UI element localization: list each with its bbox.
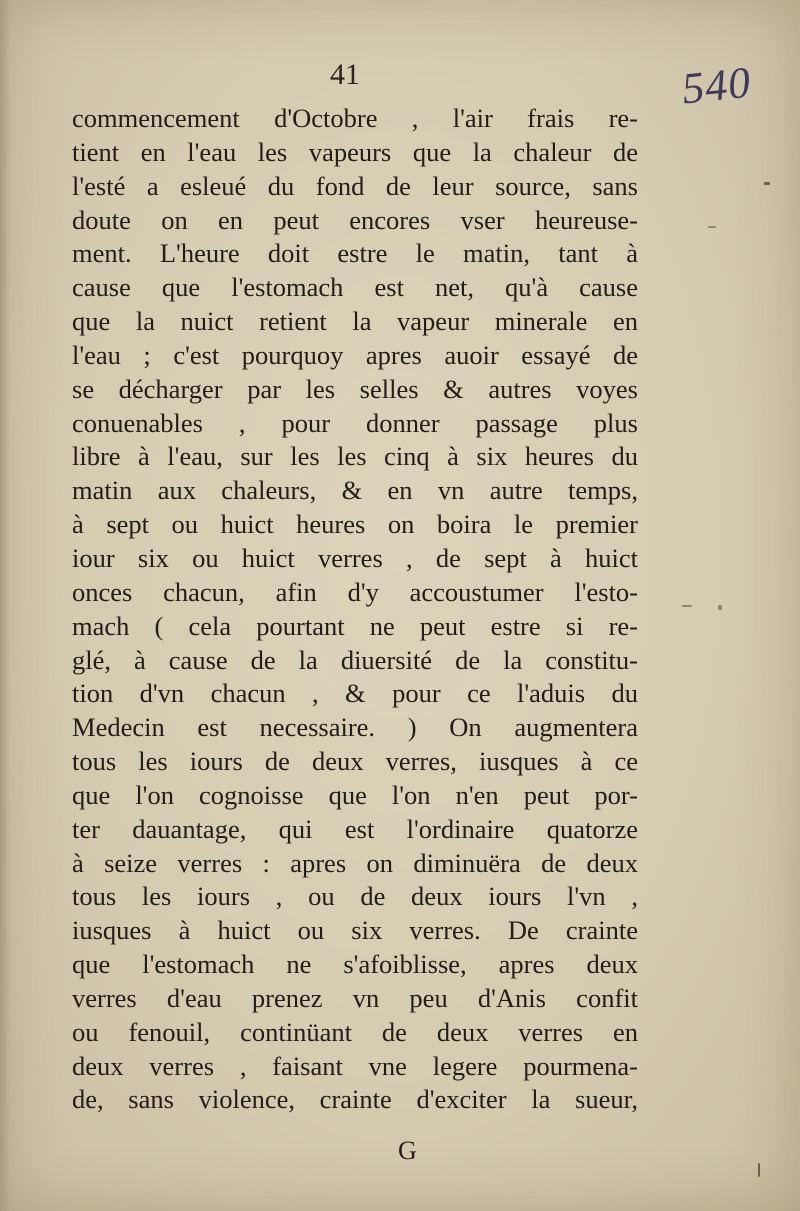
- text-line: se décharger par les selles & autres voyes: [72, 373, 638, 404]
- text-line: à seize verres : apres on diminuëra de deux: [72, 847, 638, 878]
- text-line: tous les iours de deux verres, iusques à ce: [72, 746, 638, 777]
- text-line: que la nuict retient la vapeur minerale en: [72, 306, 638, 337]
- text-line: onces chacun, afin d'y accoustumer l'esto-: [72, 576, 638, 607]
- page-number: 41: [330, 58, 360, 91]
- text-line: conuenables , pour donner passage plus: [72, 407, 638, 438]
- margin-speck: [758, 1163, 760, 1177]
- page-gutter-shadow: [0, 0, 10, 1211]
- text-line: tion d'vn chacun , & pour ce l'aduis du: [72, 678, 638, 709]
- text-line: Medecin est necessaire. ) On augmentera: [72, 712, 638, 743]
- text-line: doute on en peut encores vser heureuse-: [72, 204, 638, 235]
- text-line: deux verres , faisant vne legere pourmena-: [72, 1050, 638, 1081]
- text-line: ment. L'heure doit estre le matin, tant à: [72, 238, 638, 269]
- text-line: ou fenouil, continüant de deux verres en: [72, 1016, 638, 1047]
- page-body-text: [72, 102, 638, 1117]
- signature-mark: G: [398, 1136, 417, 1165]
- margin-speck: [718, 605, 722, 610]
- text-line: ter dauantage, qui est l'ordinaire quatorze: [72, 813, 638, 844]
- text-line: libre à l'eau, sur les les cinq à six heures du: [72, 441, 638, 472]
- text-line: l'eau ; c'est pourquoy apres auoir essayé de: [72, 339, 638, 370]
- text-line: matin aux chaleurs, & en vn autre temps,: [72, 475, 638, 506]
- text-line: que l'on cognoisse que l'on n'en peut por-: [72, 779, 638, 810]
- text-line: iour six ou huict verres , de sept à huict: [72, 542, 638, 573]
- text-line: commencement d'Octobre , l'air frais re-: [72, 103, 638, 133]
- text-line: verres d'eau prenez vn peu d'Anis confit: [72, 982, 638, 1013]
- margin-speck: [764, 182, 770, 185]
- margin-speck: [708, 226, 716, 228]
- handwritten-folio-number: 540: [679, 57, 754, 114]
- text-line: iusques à huict ou six verres. De crainte: [72, 915, 638, 946]
- text-line: glé, à cause de la diuersité de la constitu-: [72, 644, 638, 675]
- text-line: tous les iours , ou de deux iours l'vn ,: [72, 881, 638, 912]
- text-line: de, sans violence, crainte d'exciter la sueur,: [72, 1084, 638, 1115]
- text-line: mach ( cela pourtant ne peut estre si re-: [72, 610, 638, 641]
- margin-speck: [682, 605, 692, 607]
- text-line: tient en l'eau les vapeurs que la chaleur de: [72, 136, 638, 167]
- text-line: l'esté a esleué du fond de leur source, sans: [72, 170, 638, 201]
- text-line: que l'estomach ne s'afoiblisse, apres deux: [72, 949, 638, 980]
- text-line: cause que l'estomach est net, qu'à cause: [72, 272, 638, 303]
- text-line: à sept ou huict heures on boira le premier: [72, 509, 638, 540]
